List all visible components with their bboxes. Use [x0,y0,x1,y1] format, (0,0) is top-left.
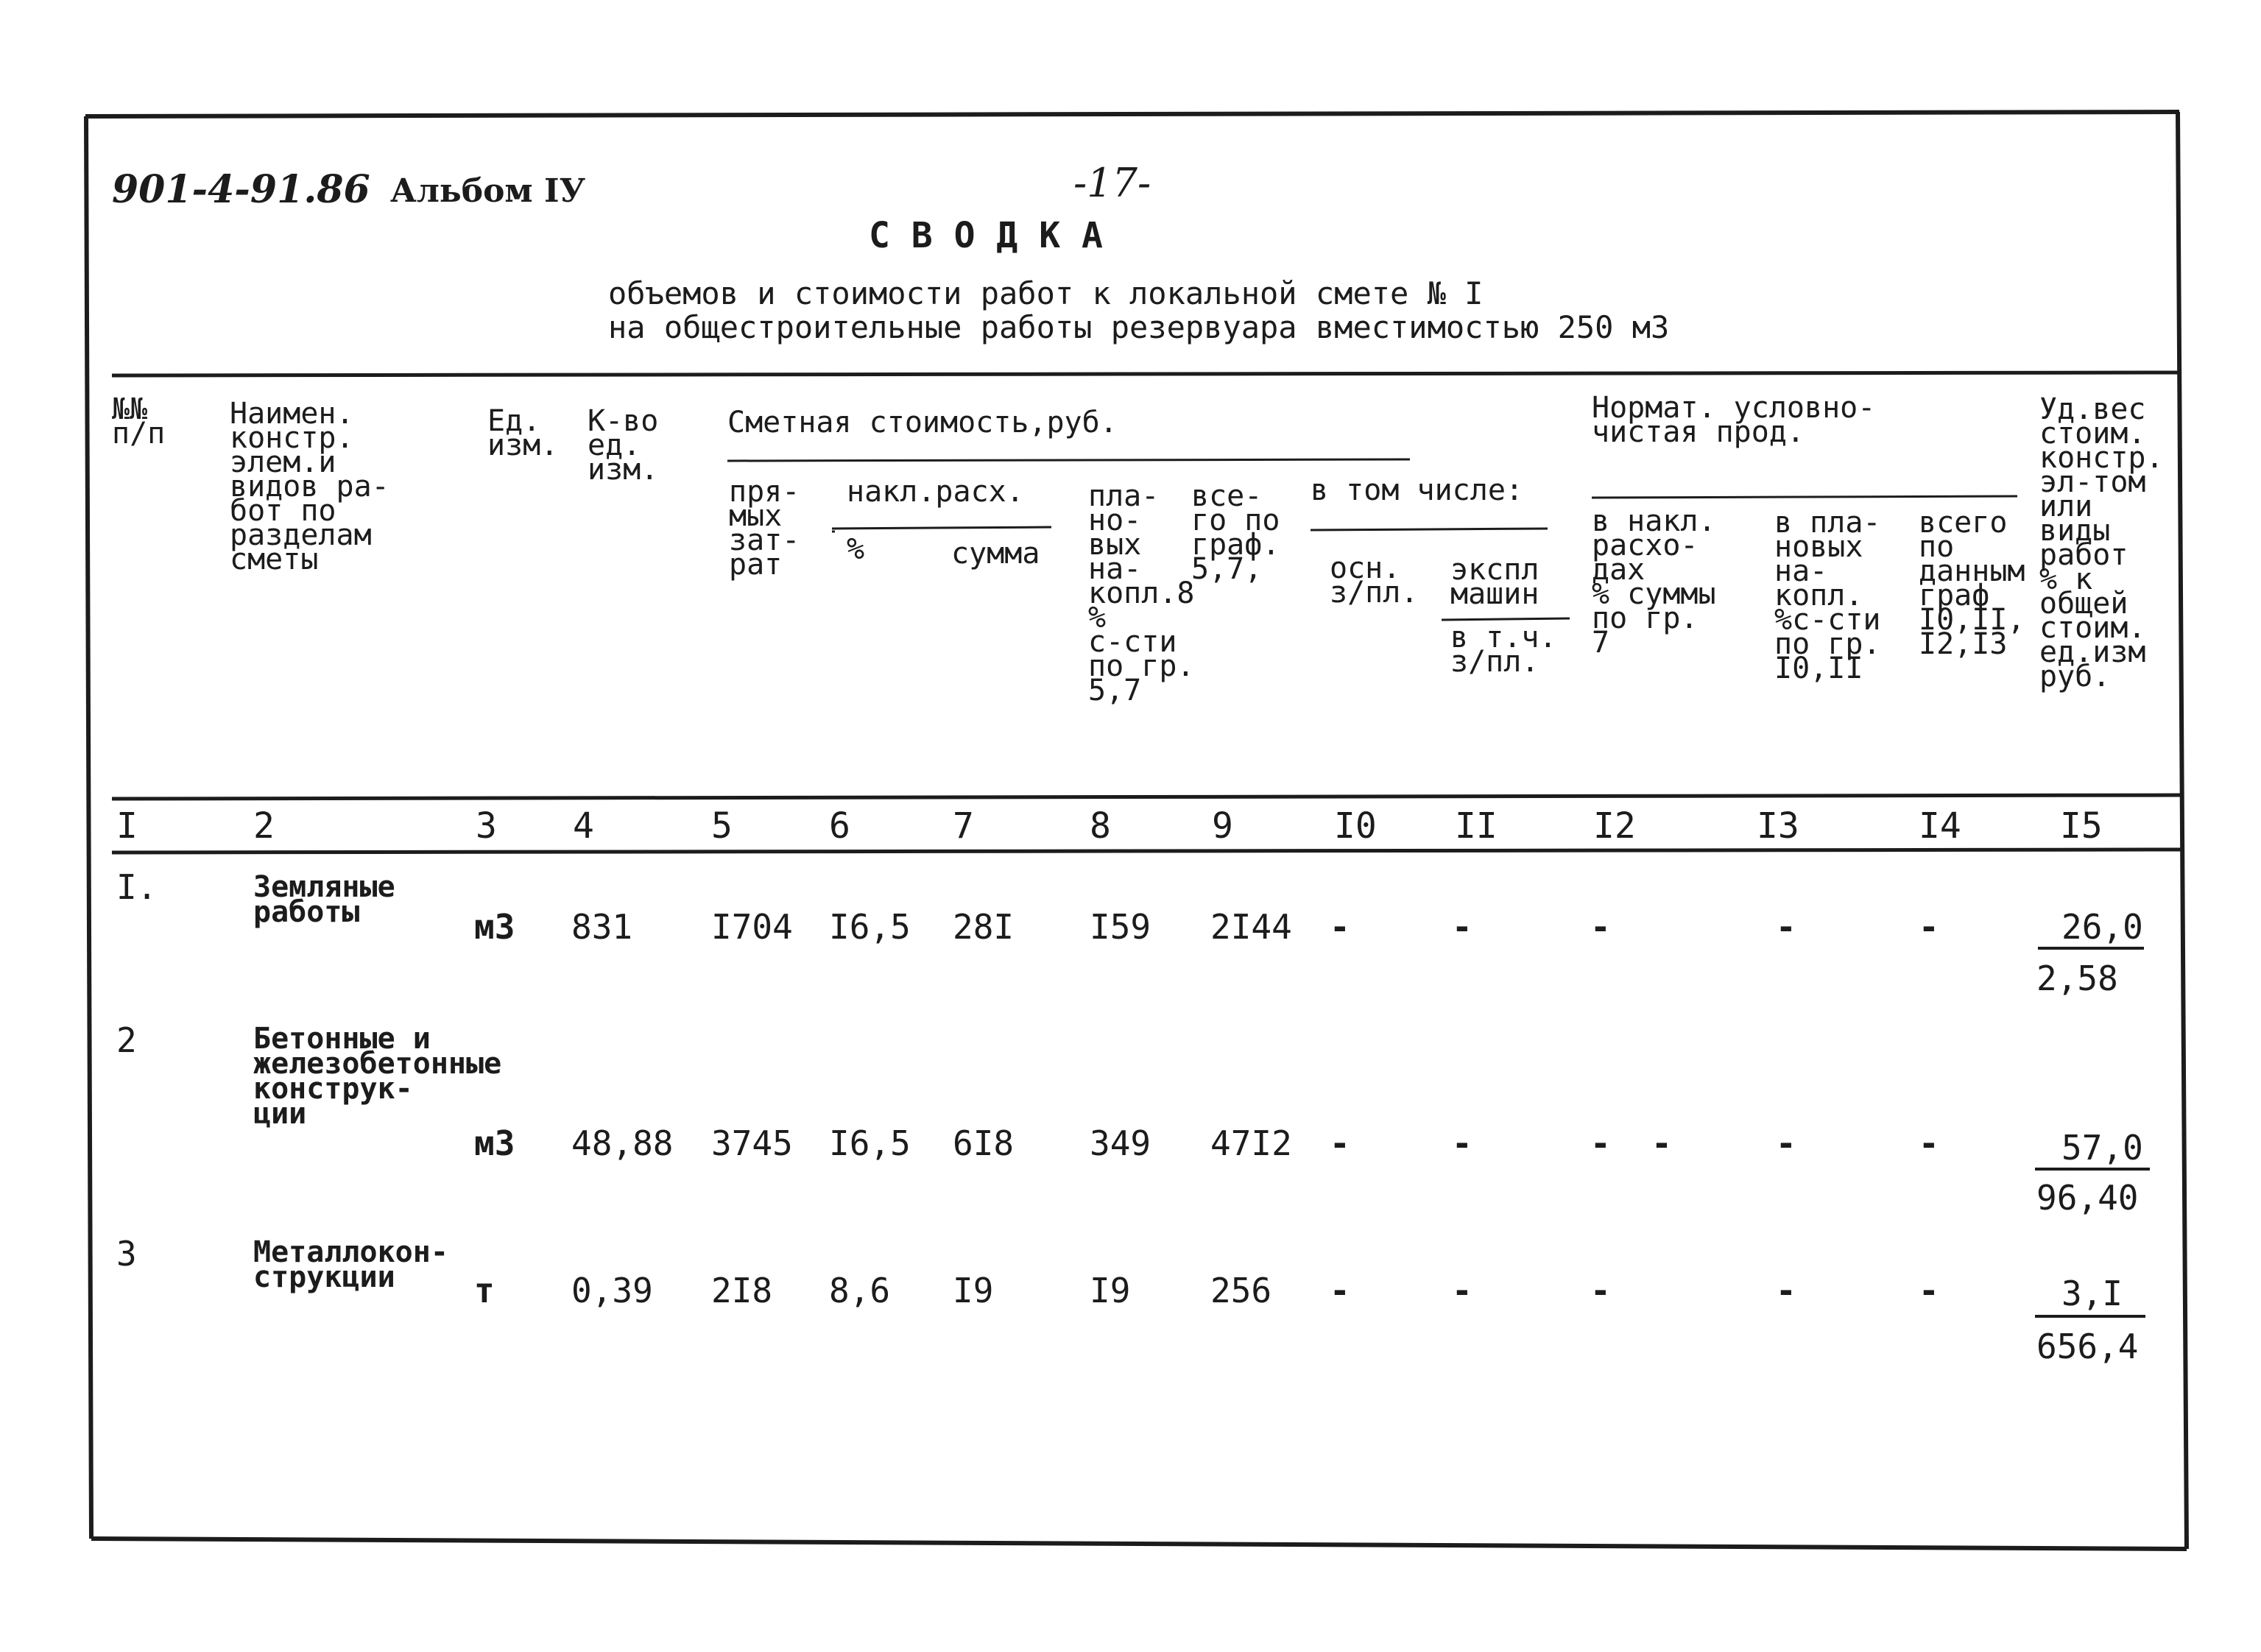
document-subtitle-line1: объемов и стоимости работ к локальной смете № I [608,275,1484,311]
row-quantity: 831 [571,907,633,947]
row-planned: I59 [1090,907,1151,947]
header-group-including: в том числе: [1311,473,1523,507]
row-col10: - [1330,1123,1350,1163]
header-col-unit: Ед. изм. [487,404,559,462]
document-code: 901-4-91.86 [112,167,370,212]
row-col10: - [1330,907,1350,947]
row-overhead-sum: 6I8 [953,1123,1015,1163]
header-group-cost: Сметная стоимость,руб. [727,406,1118,440]
row-col13: - [1776,1123,1796,1163]
row-name: Земляные работы [253,870,395,929]
album-label: Альбом IУ [390,172,586,210]
column-number: II [1455,805,1498,847]
row-planned: I9 [1090,1271,1131,1310]
row-overhead-pct: 8,6 [829,1271,891,1310]
row-unit-cost: 96,40 [2036,1178,2139,1218]
header-col-base-wages: осн. з/пл. [1330,551,1419,610]
row-share: 57,0 [2061,1128,2143,1168]
row-total: 2I44 [1210,907,1292,947]
column-number: I5 [2060,805,2103,847]
column-number: I2 [1593,805,1636,847]
header-col-number: №№ п/п [112,392,166,451]
row-number: I. [116,867,158,907]
header-col-direct-costs: пря- мых зат- рат [729,475,800,582]
header-col-overhead-pct: % [847,532,865,566]
row-direct-costs: 2I8 [711,1271,773,1310]
row-overhead-pct: I6,5 [829,1123,911,1163]
column-number: 8 [1090,805,1111,847]
row-share: 26,0 [2061,907,2143,947]
row-col14: - [1919,1271,1939,1310]
header-col-machine-wages: в т.ч. з/пл. [1450,621,1557,679]
row-col14: - [1919,907,1939,947]
row-unit: м3 [474,1123,515,1163]
column-number: 3 [476,805,497,847]
row-col10: - [1330,1271,1350,1310]
row-overhead-sum: 28I [953,907,1015,947]
column-number: 7 [953,805,974,847]
row-col13: - [1776,907,1796,947]
column-number: 5 [711,805,733,847]
row-unit: т [474,1271,495,1310]
row-direct-costs: 3745 [711,1123,793,1163]
header-col-quantity: К-во ед. изм. [588,404,659,487]
header-col-norm-total: всего по данным граф I0,II, I2,I3 [1919,506,2025,661]
row-col11: - [1452,1271,1472,1310]
row-number: 3 [116,1234,137,1274]
header-col-norm-overhead: в накл. расхо- дах % суммы по гр. 7 [1592,504,1716,660]
row-col12: - - [1590,1123,1672,1163]
row-share: 3,I [2061,1274,2123,1313]
header-group-overhead: накл.расх. [847,475,1024,509]
column-number: 9 [1212,805,1233,847]
row-unit-cost: 656,4 [2036,1327,2139,1366]
row-col11: - [1452,907,1472,947]
row-direct-costs: I704 [711,907,793,947]
column-number: 2 [253,805,275,847]
row-name: Металлокон- струкции [253,1235,448,1294]
row-col14: - [1919,1123,1939,1163]
document-subtitle-line2: на общестроительные работы резервуара вместимостью 250 м3 [608,309,1670,345]
row-col11: - [1452,1123,1472,1163]
row-unit-cost: 2,58 [2036,959,2118,998]
row-total: 47I2 [1210,1123,1292,1163]
header-col-total: все- го по граф. 5,7, [1191,479,1280,586]
row-quantity: 0,39 [571,1271,653,1310]
header-group-normative: Нормат. условно- чистая прод. [1592,391,1876,449]
row-overhead-pct: I6,5 [829,907,911,947]
row-overhead-sum: I9 [953,1271,994,1310]
column-number: I [116,805,138,847]
column-number: I4 [1919,805,1961,847]
header-col-machine-operation: экспл машин [1450,553,1539,611]
header-col-planned: пла- но- вых на- копл.8 % с-сти по гр. 5,7 [1088,479,1195,707]
column-number: 6 [829,805,850,847]
row-quantity: 48,88 [571,1123,674,1163]
page-number: -17- [1073,160,1151,206]
row-col13: - [1776,1271,1796,1310]
column-number: I3 [1757,805,1799,847]
header-col-norm-planned: в пла- новых на- копл. %с-сти по гр. I0,II [1774,506,1881,685]
header-col-name: Наимен. констр. элем.и видов ра- бот по разделам сметы [230,397,389,576]
column-number: I0 [1334,805,1377,847]
row-unit: м3 [474,907,515,947]
row-name: Бетонные и железобетонные конструк- ции [253,1022,502,1131]
document-title: С В О Д К А [869,215,1103,256]
row-col12: - [1590,1271,1611,1310]
row-number: 2 [116,1020,137,1060]
row-total: 256 [1210,1271,1272,1310]
header-col-overhead-sum: сумма [951,537,1040,571]
row-planned: 349 [1090,1123,1151,1163]
header-col-share: Уд.вес стоим. констр. эл-том или виды работ % к общей стоим. ед.изм руб. [2039,392,2164,693]
column-number: 4 [573,805,594,847]
row-col12: - [1590,907,1611,947]
